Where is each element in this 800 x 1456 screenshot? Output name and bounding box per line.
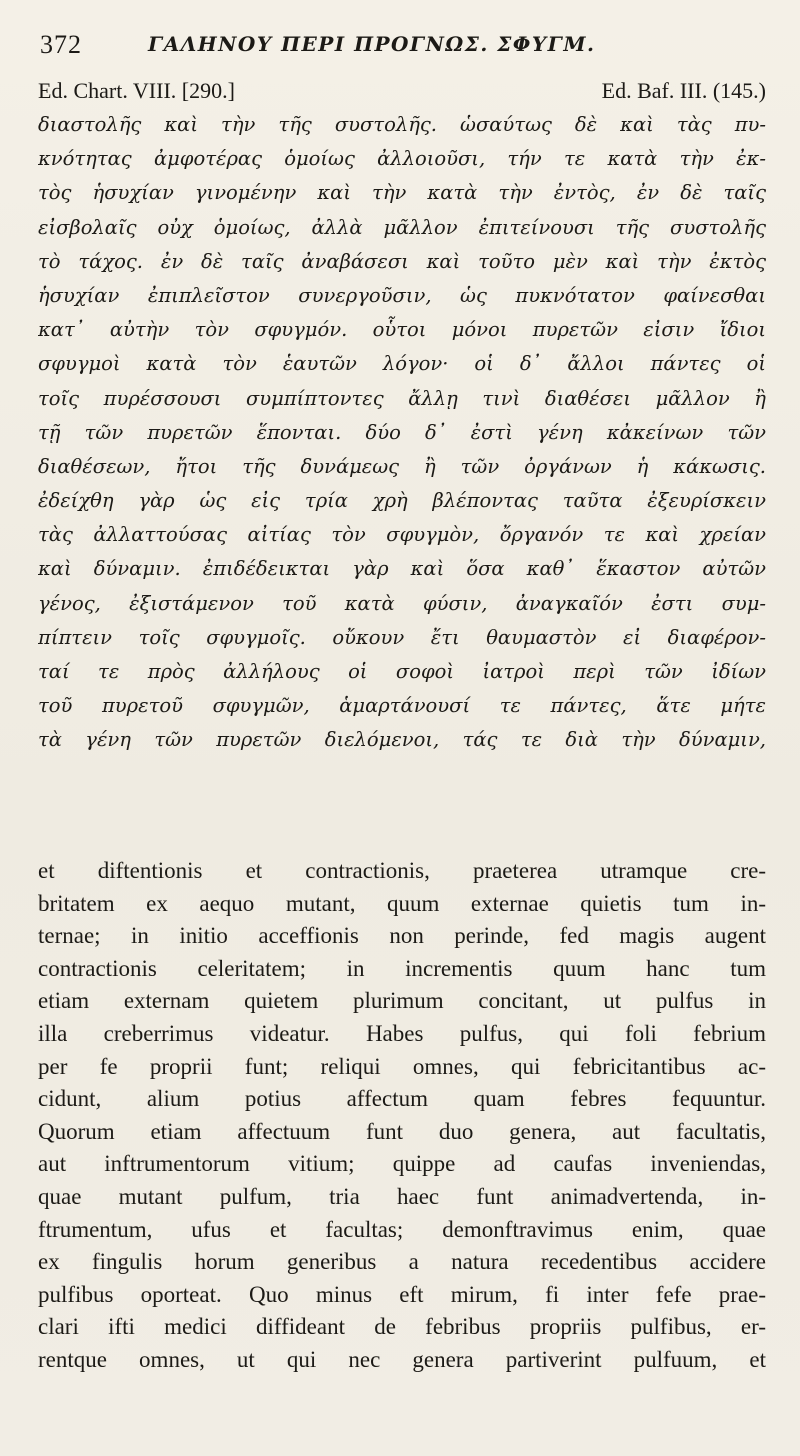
latin-line: aut inftrumentorum vitium; quippe ad caufas inveniendas, xyxy=(38,1151,766,1177)
latin-line: quae mutant pulfum, tria haec funt animadvertenda, in- xyxy=(38,1183,766,1209)
latin-line: clari ifti medici diffideant de febribus propriis pulfibus, er- xyxy=(38,1314,766,1340)
greek-line: τῇ τῶν πυρετῶν ἕπονται. δύο δ᾽ ἐστὶ γένη κἀκείνων τῶν xyxy=(38,420,766,444)
latin-line: ex fingulis horum generibus a natura recedentibus accidere xyxy=(38,1249,766,1275)
greek-line: σφυγμοὶ κατὰ τὸν ἑαυτῶν λόγον· οἱ δ᾽ ἄλλοι πάντες οἱ xyxy=(38,352,766,376)
greek-line: ἐδείχθη γὰρ ὡς εἰς τρία χρὴ βλέποντας ταῦτα ἐξευρίσκειν xyxy=(38,489,766,513)
greek-line: τὸς ἡσυχίαν γινομένην καὶ τὴν κατὰ τὴν ἐντὸς, ἐν δὲ ταῖς xyxy=(38,181,766,205)
greek-line: κατ᾽ αὐτὴν τὸν σφυγμόν. οὗτοι μόνοι πυρετῶν εἰσιν ἴδιοι xyxy=(38,318,766,342)
latin-line: rentque omnes, ut qui nec genera partiverint pulfuum, et xyxy=(38,1346,766,1372)
latin-text-block xyxy=(38,855,766,1377)
greek-line: εἰσβολαῖς οὐχ ὁμοίως, ἀλλὰ μᾶλλον ἐπιτείνουσι τῆς συστολῆς xyxy=(38,215,766,239)
latin-line: ternae; in initio acceffionis non perinde, fed magis augent xyxy=(38,923,766,949)
greek-line: τοῖς πυρέσσουσι συμπίπτοντες ἄλλῃ τινὶ διαθέσει μᾶλλον ἢ xyxy=(38,386,766,410)
page-number: 372 xyxy=(40,30,82,59)
greek-line: καὶ δύναμιν. ἐπιδέδεικται γὰρ καὶ ὅσα καθ᾽ ἕκαστον αὐτῶν xyxy=(38,557,766,581)
page-header xyxy=(40,30,770,60)
latin-line: pulfibus oporteat. Quo minus eft mirum, fi inter fefe prae- xyxy=(38,1281,766,1307)
greek-line: διαθέσεων, ἤτοι τῆς δυνάμεως ἢ τῶν ὀργάνων ἡ κάκωσις. xyxy=(38,454,766,478)
latin-line: ftrumentum, ufus et facultas; demonftravimus enim, quae xyxy=(38,1216,766,1242)
greek-line: ταί τε πρὸς ἀλλήλους οἱ σοφοὶ ἰατροὶ περὶ τῶν ἰδίων xyxy=(38,660,766,683)
running-head: ΓΑΛΗΝΟΥ ΠΕΡΙ ΠΡΟΓΝΩΣ. ΣΦΥΓΜ. xyxy=(148,32,596,56)
edition-basel: Ed. Baf. III. (145.) xyxy=(601,78,766,103)
greek-line: τοῦ πυρετοῦ σφυγμῶν, ἁμαρτάνουσί τε πάντες, ἅτε μήτε xyxy=(38,694,766,718)
greek-line: διαστολῆς καὶ τὴν τῆς συστολῆς. ὡσαύτως δὲ καὶ τὰς πυ- xyxy=(38,113,766,136)
greek-line: ἡσυχίαν ἐπιπλεῖστον συνεργοῦσιν, ὡς πυκνότατον φαίνεσθαι xyxy=(38,283,766,307)
latin-line: britatem ex aequo mutant, quum externae quietis tum in- xyxy=(38,890,766,916)
latin-line: contractionis celeritatem; in incrementis quum hanc tum xyxy=(38,955,766,981)
latin-line: et diftentionis et contractionis, praeterea utramque cre- xyxy=(38,858,766,883)
greek-line: κνότητας ἀμφοτέρας ὁμοίως ἀλλοιοῦσι, τήν τε κατὰ τὴν ἐκ- xyxy=(38,147,766,171)
edition-references xyxy=(38,78,766,106)
latin-line: etiam externam quietem plurimum concitant, ut pulfus in xyxy=(38,988,766,1014)
greek-line: πίπτειν τοῖς σφυγμοῖς. οὔκουν ἔτι θαυμαστὸν εἰ διαφέρον- xyxy=(38,625,766,649)
latin-line: Quorum etiam affectuum funt duo genera, aut facultatis, xyxy=(38,1118,766,1144)
greek-text-block xyxy=(38,108,766,758)
latin-line: cidunt, alium potius affectum quam febres fequuntur. xyxy=(38,1086,766,1112)
latin-line: illa creberrimus videatur. Habes pulfus, qui foli febrium xyxy=(38,1020,766,1046)
latin-line: per fe proprii funt; reliqui omnes, qui febricitantibus ac- xyxy=(38,1053,766,1079)
greek-line: τὰς ἀλλαττούσας αἰτίας τὸν σφυγμὸν, ὄργανόν τε καὶ χρείαν xyxy=(38,523,766,547)
greek-line: τὸ τάχος. ἐν δὲ ταῖς ἀναβάσεσι καὶ τοῦτο μὲν καὶ τὴν ἐκτὸς xyxy=(38,249,766,273)
greek-line: τὰ γένη τῶν πυρετῶν διελόμενοι, τάς τε διὰ τὴν δύναμιν, xyxy=(38,728,766,752)
greek-line: γένος, ἐξιστάμενον τοῦ κατὰ φύσιν, ἀναγκαῖόν ἐστι συμ- xyxy=(38,591,766,615)
edition-chartier: Ed. Chart. VIII. [290.] xyxy=(38,78,235,103)
